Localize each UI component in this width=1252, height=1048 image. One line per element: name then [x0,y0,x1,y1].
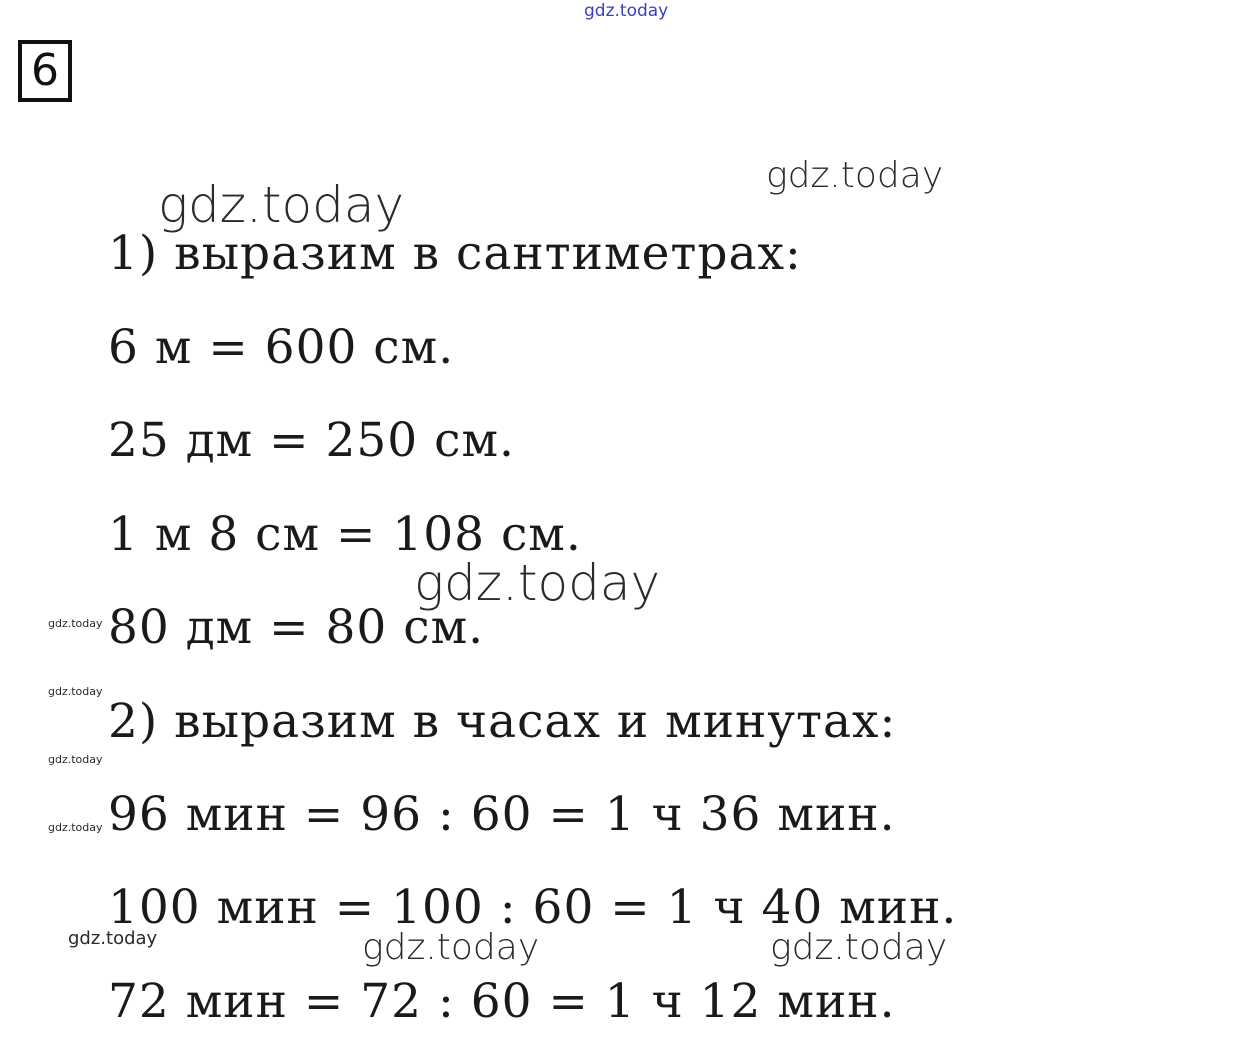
task-number-box [18,40,72,102]
watermark: gdz.today [414,554,661,612]
part2-line-1: 96 мин = 96 : 60 = 1 ч 36 мин. [108,787,896,842]
part1-line-4: 80 дм = 80 см. [108,600,485,655]
watermark: gdz.today [158,176,405,234]
watermark: gdz.today [362,927,540,968]
part1-line-3: 1 м 8 см = 108 см. [108,507,582,562]
task-number: 6 [31,45,59,96]
part2-line-3: 72 мин = 72 : 60 = 1 ч 12 мин. [108,974,896,1029]
part1-line-2: 25 дм = 250 см. [108,413,515,468]
watermark-small: gdz.today [48,753,103,766]
watermark-header: gdz.today [584,1,669,21]
watermark: gdz.today [68,928,158,949]
part2-heading: 2) выразим в часах и минутах: [108,694,897,749]
watermark-small: gdz.today [48,685,103,698]
part1-heading: 1) выразим в сантиметрах: [108,226,802,281]
part1-line-1: 6 м = 600 см. [108,320,455,375]
watermark-small: gdz.today [48,821,103,834]
watermark: gdz.today [770,927,948,968]
watermark-small: gdz.today [48,617,103,630]
watermark: gdz.today [766,155,944,196]
part2-line-2: 100 мин = 100 : 60 = 1 ч 40 мин. [108,880,958,935]
